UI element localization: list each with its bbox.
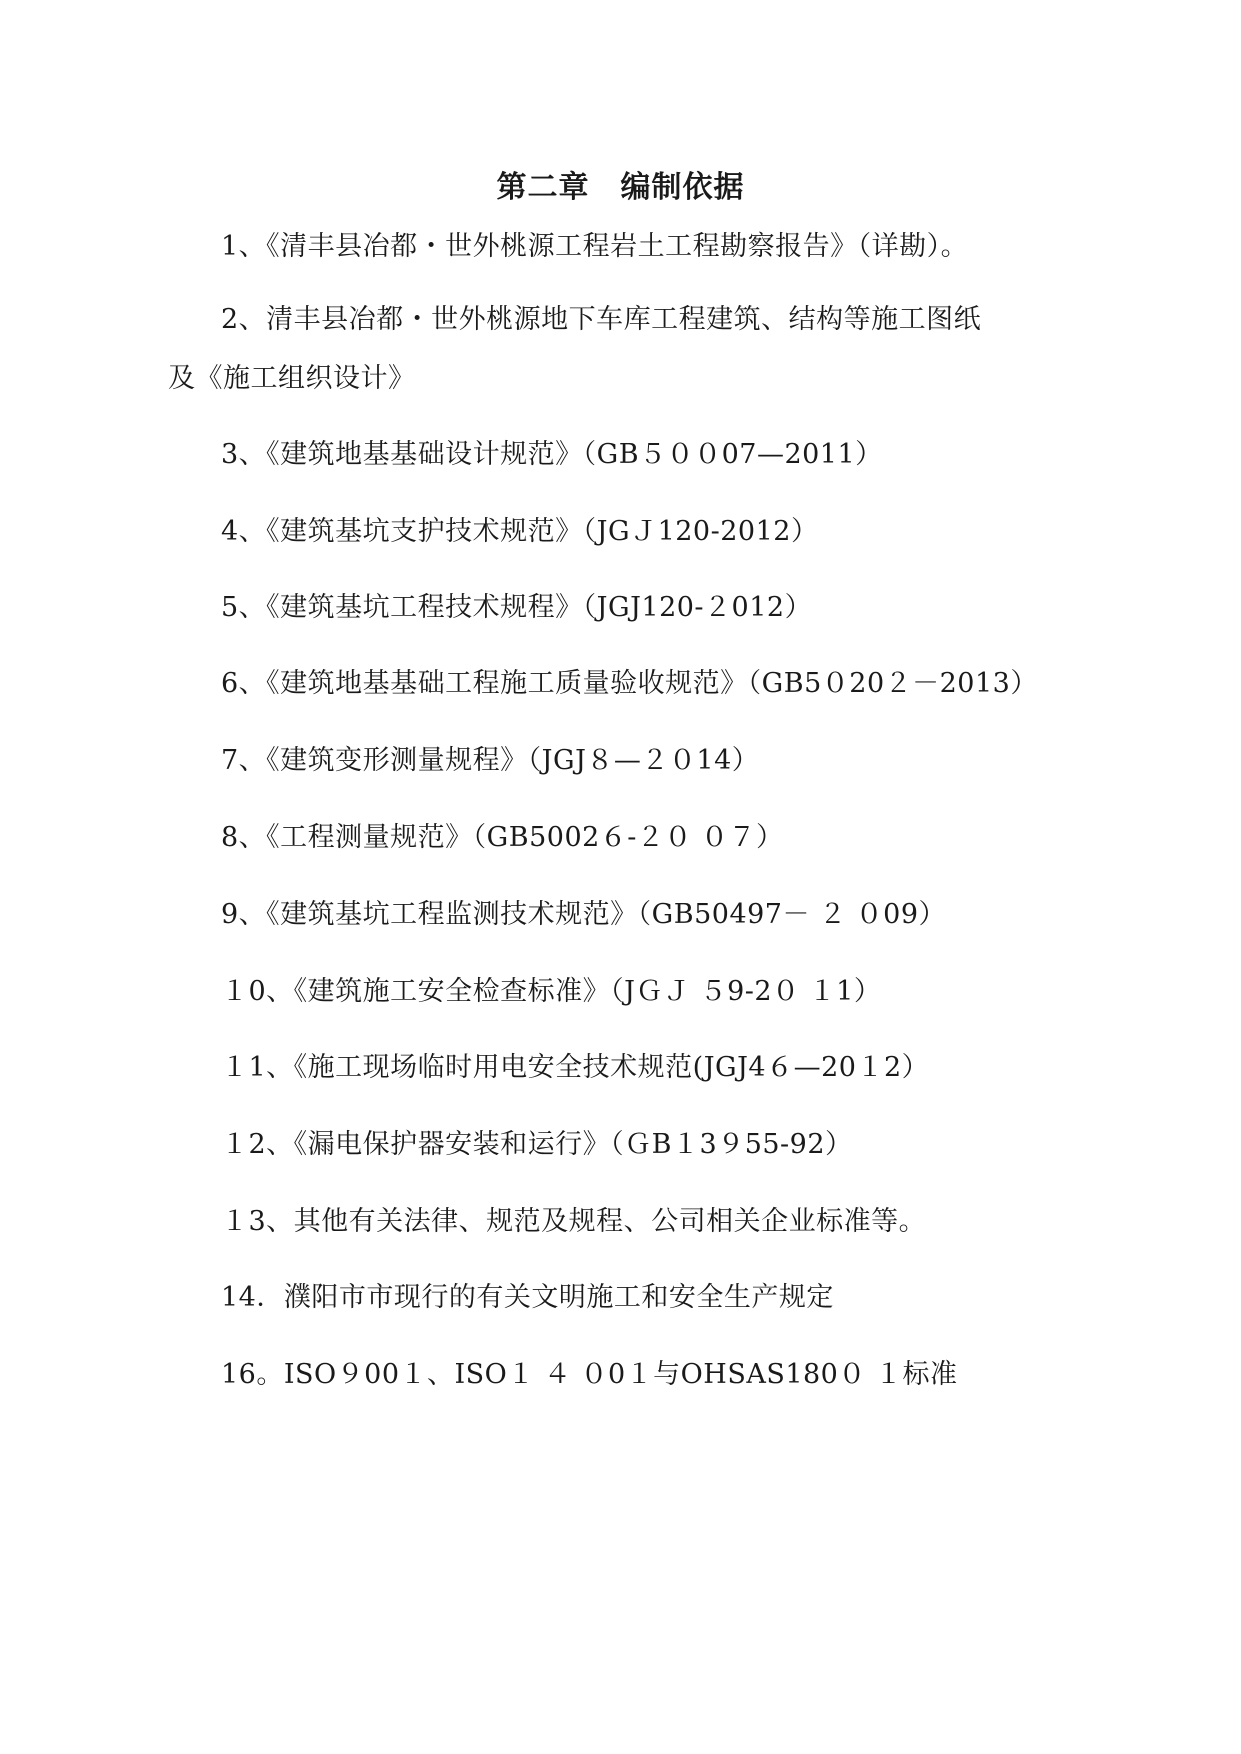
chapter-title: 第二章 编制依据 xyxy=(496,170,745,205)
list-item-continuation: 及《施工组织设计》 xyxy=(168,363,416,394)
list-item: 8、《工程测量规范》（GB5002６-２０ ０７） xyxy=(221,822,784,853)
list-item: １1、《施工现场临时用电安全技术规范(JGJ4６—20１2） xyxy=(221,1052,930,1083)
list-item: 4、《建筑基坑支护技术规范》（JGＪ120-2012） xyxy=(221,516,819,547)
list-item: 2、清丰县冶都・世外桃源地下车库工程建筑、结构等施工图纸 xyxy=(221,304,982,335)
list-item: １0、《建筑施工安全检查标准》（JＧＪ ５9-2０ １1） xyxy=(221,976,882,1007)
list-item: 16。ISO９00１、ISO１ ４ ０0１与OHSAS180０ １标准 xyxy=(221,1359,958,1390)
list-item: １3、其他有关法律、规范及规程、公司相关企业标准等。 xyxy=(221,1206,927,1237)
list-item: 5、《建筑基坑工程技术规程》（JGJ120-２012） xyxy=(221,592,813,623)
list-item: 6、《建筑地基基础工程施工质量验收规范》（GB5０20２－2013） xyxy=(221,668,1038,699)
list-item: １2、《漏电保护器安装和运行》（ＧB１3９55-92） xyxy=(221,1129,853,1160)
list-item: 9、《建筑基坑工程监测技术规范》（GB50497－ ２ ０09） xyxy=(221,899,946,930)
list-item: 14．濮阳市市现行的有关文明施工和安全生产规定 xyxy=(221,1282,834,1313)
list-item: 7、《建筑变形测量规程》（JGJ８—２０14） xyxy=(221,745,760,776)
list-item: 3、《建筑地基基础设计规范》（GB５００07—2011） xyxy=(221,439,883,470)
list-item: 1、《清丰县冶都・世外桃源工程岩土工程勘察报告》（详勘）。 xyxy=(221,231,969,262)
